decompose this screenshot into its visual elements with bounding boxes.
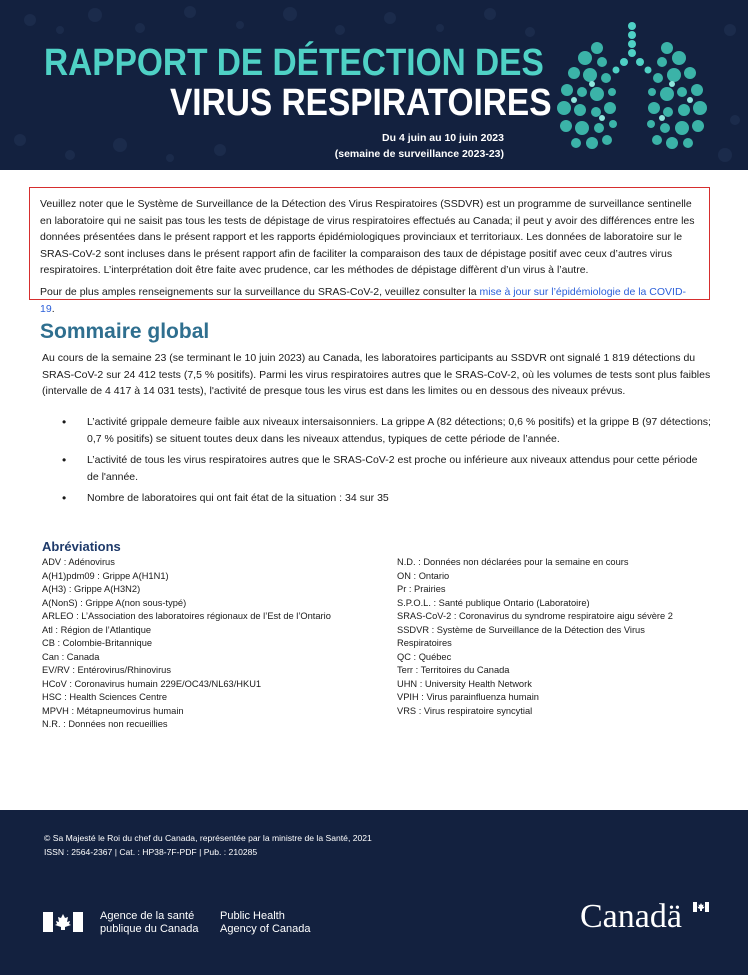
list-item: A(H1)pdm09 : Grippe A(H1N1) (42, 570, 169, 581)
notice-paragraph: Veuillez noter que le Système de Surveillance de la Détection des Virus Respiratoires (SSDVR) est un programme de surveillance sentinelle en laboratoire qui ne saisit pas tous les tests de dépistage de virus respiratoires effectués au Canada; il peut y avoir des différences entre les données présentées dans le présent rapport et les rapports épidémiologiques provinciaux et territoriaux. Les données de laboratoire sur le SRAS-CoV-2 sont incluses dans le présent rapport afin de faciliter la comparaison des taux de dépistage positif avec ceux d’autres virus respiratoires. L’interprétation doit être faite avec prudence, car les méthodes de dépistage diffèrent d’un virus à l’autre. (40, 198, 695, 277)
copyright-text: © Sa Majesté le Roi du chef du Canada, représentée par la ministre de la Santé, 2021 (44, 833, 372, 843)
catalog-numbers: ISSN : 2564-2367 | Cat. : HP38-7F-PDF | Pub. : 210285 (44, 846, 258, 857)
date-range: Du 4 juin au 10 juin 2023 (382, 132, 504, 144)
lungs-icon (552, 18, 712, 158)
abbreviations-heading: Abréviations (42, 539, 121, 554)
agency-en-line1: Public Health (220, 910, 285, 922)
notice-prefix: Pour de plus amples renseignements sur la surveillance du SRAS-CoV-2, veuillez consulter la (40, 285, 480, 298)
list-item: N.D. : Données non déclarées pour la semaine en cours (397, 557, 629, 567)
list-item: S.P.O.L. : Santé publique Ontario (Laboratoire) (397, 597, 590, 608)
summary-bullets (62, 414, 712, 512)
report-header (0, 0, 748, 170)
list-item: A(NonS) : Grippe A(non sous-typé) (42, 597, 187, 608)
list-item: HCoV : Coronavirus humain 229E/OC43/NL63/HKU1 (42, 678, 262, 689)
canada-wordmark: Canadä (580, 898, 682, 935)
list-item: A(H3) : Grippe A(H3N2) (42, 584, 141, 594)
list-item: SRAS-CoV-2 : Coronavirus du syndrome respiratoire aigu sévère 2 (397, 611, 673, 621)
agency-name-fr (100, 910, 198, 936)
list-item: CB : Colombie-Britannique (42, 638, 153, 648)
list-item: • Nombre de laboratoires qui ont fait état de la situation : 34 sur 35 (62, 490, 712, 507)
abbreviations-right-column (397, 556, 717, 718)
list-item: • L’activité de tous les virus respiratoires autres que le SRAS-CoV-2 est proche ou inférieure aux niveaux attendus pour cette période de l'année. (62, 452, 712, 485)
list-item: SSDVR : Système de Surveillance de la Détection des Virus Respiratoires (397, 624, 645, 648)
agency-name-en (220, 910, 311, 936)
report-dates (335, 130, 504, 162)
list-item: Pr : Prairies (397, 584, 446, 594)
abbreviations-left-column (42, 556, 372, 732)
surveillance-week: (semaine de surveillance 2023-23) (334, 148, 504, 160)
list-item: • L’activité grippale demeure faible aux niveaux intersaisonniers. La grippe A (82 détections; 0,6 % positifs) et la grippe B (97 détections; 0,7 % positifs) se situent toutes deux dans les niveaux attendus, typiques de cette période de l’année. (62, 414, 712, 447)
list-item: N.R. : Données non recueillies (42, 719, 168, 729)
agency-fr-line2: publique du Canada (100, 923, 199, 935)
list-item: VRS : Virus respiratoire syncytial (397, 705, 533, 716)
report-footer (0, 810, 748, 975)
wordmark-flag-icon (693, 902, 709, 912)
summary-intro (42, 350, 712, 400)
list-item: QC : Québec (397, 651, 452, 662)
copyright-block (44, 832, 372, 859)
list-item: Terr : Territoires du Canada (397, 665, 510, 675)
summary-heading: Sommaire global (40, 320, 210, 343)
report-title-line1: RAPPORT DE DÉTECTION DES (44, 42, 544, 84)
notice-suffix: . (51, 302, 55, 315)
summary-paragraph: Au cours de la semaine 23 (se terminant le 10 juin 2023) au Canada, les laboratoires participants au SSDVR ont signalé 1 819 détections du SRAS-CoV-2 sur 24 412 tests (7,5 % positifs). Parmi les virus respiratoires autres que le SRAS-CoV-2, où les volumes de tests sont plus faibles (intervalle de 4 417 à 14 031 tests), l'activité de presque tous les virus est dans les limites ou en dessous des niveaux prévus. (42, 352, 711, 398)
notice-covid-paragraph (40, 284, 699, 317)
covid-epidemiology-link[interactable]: mise à jour sur l’épidémiologie de la COVID-19 (40, 285, 687, 315)
list-item: MPVH : Métapneumovirus humain (42, 705, 184, 716)
list-item: EV/RV : Entérovirus/Rhinovirus (42, 665, 172, 675)
list-item: UHN : University Health Network (397, 678, 532, 689)
disclaimer-notice (29, 187, 710, 315)
agency-fr-line1: Agence de la santé (100, 910, 195, 922)
list-item: HSC : Health Sciences Centre (42, 692, 168, 702)
canada-flag-icon (43, 912, 83, 932)
report-title-line2: VIRUS RESPIRATOIRES (170, 82, 552, 124)
list-item: ON : Ontario (397, 570, 450, 581)
agency-en-line2: Agency of Canada (220, 923, 311, 935)
list-item: ARLEO : L’Association des laboratoires régionaux de l’Est de l’Ontario (42, 611, 331, 621)
list-item: Atl : Région de l’Atlantique (42, 624, 152, 635)
list-item: VPIH : Virus parainfluenza humain (397, 692, 539, 702)
list-item: ADV : Adénovirus (42, 557, 115, 567)
list-item: Can : Canada (42, 651, 100, 662)
